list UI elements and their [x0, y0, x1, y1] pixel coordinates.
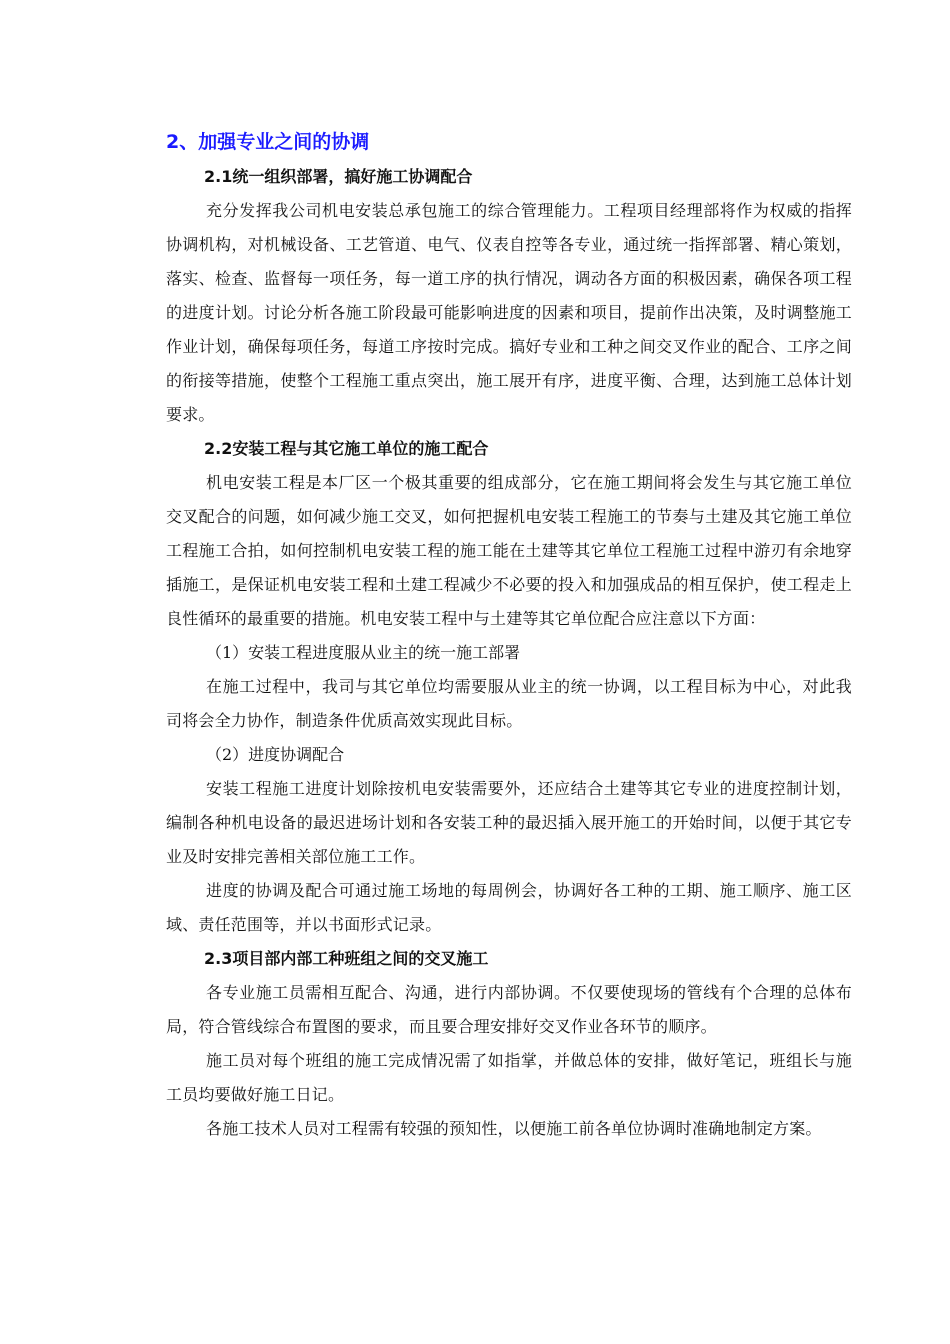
- document-body: [166, 124, 852, 1146]
- paragraph: 在施工过程中，我司与其它单位均需要服从业主的统一协调，以工程目标为中心，对此我司将会全力协作，制造条件优质高效实现此目标。: [166, 677, 852, 730]
- paragraph: 进度的协调及配合可通过施工场地的每周例会，协调好各工种的工期、施工顺序、施工区域、责任范围等，并以书面形式记录。: [166, 881, 852, 934]
- list-item: （1）安装工程进度服从业主的统一施工部署: [206, 643, 521, 662]
- subsection-heading-2-2: 2.2安装工程与其它施工单位的施工配合: [204, 439, 489, 458]
- paragraph: 各施工技术人员对工程需有较强的预知性，以便施工前各单位协调时准确地制定方案。: [206, 1119, 822, 1138]
- paragraph: 安装工程施工进度计划除按机电安装需要外，还应结合土建等其它专业的进度控制计划，编制各种机电设备的最迟进场计划和各安装工种的最迟插入展开施工的开始时间，以便于其它专业及时安排完善相关部位施工工作。: [166, 779, 852, 866]
- paragraph: 施工员对每个班组的施工完成情况需了如指掌，并做总体的安排，做好笔记，班组长与施工员均要做好施工日记。: [166, 1051, 852, 1104]
- subsection-heading-2-1: 2.1统一组织部署，搞好施工协调配合: [204, 167, 473, 186]
- paragraph: 各专业施工员需相互配合、沟通，进行内部协调。不仅要使现场的管线有个合理的总体布局，符合管线综合布置图的要求，而且要合理安排好交叉作业各环节的顺序。: [166, 983, 852, 1036]
- subsection-heading-2-3: 2.3项目部内部工种班组之间的交叉施工: [204, 949, 489, 968]
- list-item: （2）进度协调配合: [206, 745, 345, 764]
- section-title: 2、加强专业之间的协调: [166, 131, 370, 153]
- paragraph: 充分发挥我公司机电安装总承包施工的综合管理能力。工程项目经理部将作为权威的指挥协调机构，对机械设备、工艺管道、电气、仪表自控等各专业，通过统一指挥部署、精心策划，落实、检查、监督每一项任务，每一道工序的执行情况，调动各方面的积极因素，确保各项工程的进度计划。讨论分析各施工阶段最可能影响进度的因素和项目，提前作出决策，及时调整施工作业计划，确保每项任务，每道工序按时完成。搞好专业和工种之间交叉作业的配合、工序之间的衔接等措施，使整个工程施工重点突出，施工展开有序，进度平衡、合理，达到施工总体计划要求。: [166, 201, 852, 424]
- paragraph: 机电安装工程是本厂区一个极其重要的组成部分，它在施工期间将会发生与其它施工单位交叉配合的问题，如何减少施工交叉，如何把握机电安装工程施工的节奏与土建及其它施工单位工程施工合拍，如何控制机电安装工程的施工能在土建等其它单位工程施工过程中游刃有余地穿插施工，是保证机电安装工程和土建工程减少不必要的投入和加强成品的相互保护，使工程走上良性循环的最重要的措施。机电安装工程中与土建等其它单位配合应注意以下方面：: [166, 473, 852, 628]
